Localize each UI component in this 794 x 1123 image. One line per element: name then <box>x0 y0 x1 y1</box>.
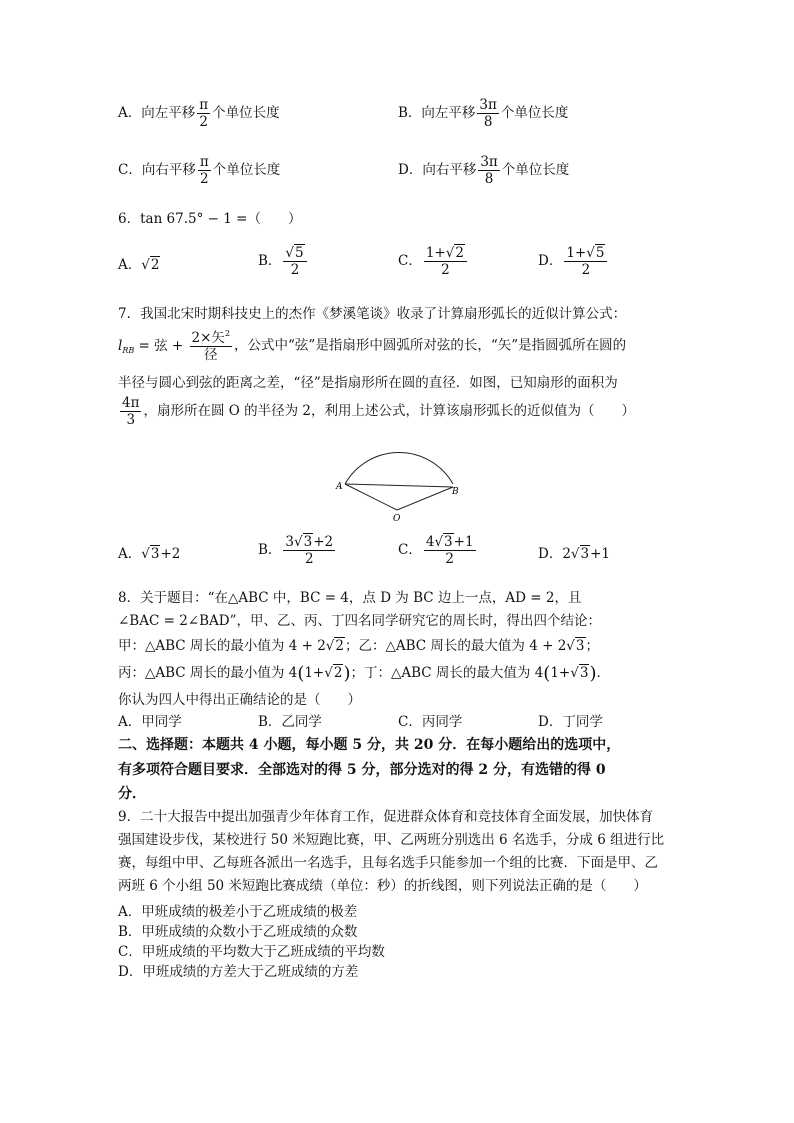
q7-area-den: 3 <box>126 412 136 429</box>
q8-ding-radicand: 3 <box>579 665 589 681</box>
q8-line3: 甲：△ABC 周长的最小值为 4 + 2√2；乙：△ABC 周长的最大值为 4 + 2√3； <box>118 638 599 654</box>
q7-formula <box>118 329 234 364</box>
q9-option-c[interactable]: C．甲班成绩的平均数大于乙班成绩的平均数 <box>118 944 385 960</box>
q7-b-label: B． <box>258 542 282 559</box>
q7-d-pre: 2 <box>562 546 571 562</box>
q8-jia-radicand: 2 <box>335 638 344 654</box>
q7-a-label: A． <box>118 546 142 562</box>
q7-d-label: D． <box>538 546 563 562</box>
q9-line3: 赛，每组中甲、乙每班各派出一名选手，且每名选手只能参加一个组的比赛．下面是甲、乙 <box>118 855 658 871</box>
q7-b-radicand: 3 <box>303 534 313 550</box>
q5-b-prefix: B．向左平移 <box>398 105 476 122</box>
q7-arc <box>345 452 453 484</box>
q8-ding-text: ；丁：△ABC 周长的最大值为 4 <box>350 665 544 681</box>
q6-b-den: 2 <box>290 262 300 279</box>
q7-c-den: 2 <box>445 551 454 568</box>
q5-option-c[interactable] <box>118 155 280 186</box>
q5-option-b[interactable] <box>398 98 568 129</box>
q8-bing-radicand: 2 <box>333 665 343 681</box>
q6-option-b[interactable] <box>258 246 309 277</box>
q5-b-fraction <box>477 98 498 129</box>
q7-d-radicand: 3 <box>580 546 590 562</box>
q8-ding-post: ． <box>596 665 610 681</box>
q5-d-num: 3π <box>480 154 498 170</box>
q8-option-d[interactable]: D．丁同学 <box>538 714 603 730</box>
q5-option-d[interactable] <box>398 155 569 186</box>
q7-formula-sub: RB <box>122 345 135 355</box>
q6-c-num: 1+√2 <box>424 246 467 262</box>
q6-c-fraction <box>424 246 467 277</box>
q7-a-post: +2 <box>160 546 181 562</box>
q7-a-radicand: 3 <box>150 546 160 562</box>
q6-d-num-pre: 1+ <box>566 245 587 261</box>
q8-option-a[interactable]: A．甲同学 <box>118 714 182 730</box>
q5-d-suffix: 个单位长度 <box>501 162 570 179</box>
q7-radius-oa <box>345 484 397 510</box>
q7-chord <box>345 484 453 487</box>
q7-b-den: 2 <box>304 551 314 568</box>
q5-d-den: 8 <box>484 171 494 188</box>
q7-option-b[interactable] <box>258 535 337 566</box>
q7-formula-sup: 2 <box>224 329 231 338</box>
q7-c-radicand: 3 <box>444 534 453 550</box>
q8-line1: 8．关于题目：“在△ABC 中，BC = 4，点 D 为 BC 边上一点，AD = 2，且 <box>118 590 582 606</box>
q8-line5: 你认为四人中得出正确结论的是（ ） <box>118 692 361 708</box>
q8-ding-inner: 1+ <box>550 665 571 681</box>
q7-label-a: A <box>336 482 343 492</box>
q5-a-suffix: 个单位长度 <box>212 105 280 122</box>
q8-yi-text: ；乙：△ABC 周长的最大值为 4 + 2 <box>345 638 567 654</box>
q5-c-suffix: 个单位长度 <box>212 162 281 179</box>
q7-radius-ob <box>397 487 453 510</box>
q7-formula-num-text: 2×矢 <box>191 330 225 346</box>
q7-b-post: +2 <box>313 534 334 550</box>
q7-c-label: C． <box>398 542 422 559</box>
q5-a-fraction <box>197 98 210 129</box>
q7-c-num: 4√3+1 <box>425 534 474 550</box>
q8-bing-inner: 1+ <box>304 665 325 681</box>
q7-line2-rest: ，公式中“弦”是指扇形中圆弧所对弦的长，“矢”是指圆弧所在圆的 <box>234 337 627 354</box>
q5-b-suffix: 个单位长度 <box>500 105 569 122</box>
q7-area-num: 4π <box>122 395 140 411</box>
q6-d-label: D． <box>538 253 563 270</box>
q5-c-prefix: C．向右平移 <box>118 162 196 179</box>
section2-heading-line1: 二、选择题：本题共 4 小题，每小题 5 分，共 20 分．在每小题给出的选项中， <box>118 737 621 753</box>
q6-c-label: C． <box>398 253 422 270</box>
q7-option-a[interactable]: A．√3+2 <box>118 546 181 562</box>
q5-d-prefix: D．向右平移 <box>398 162 477 179</box>
q8-line4: 丙：△ABC 周长的最小值为 4(1+√2)；丁：△ABC 周长的最大值为 4(1+√3)． <box>118 663 610 684</box>
q6-option-d[interactable] <box>538 246 609 277</box>
q7-line4-rest: ，扇形所在圆 O 的半径为 2，利用上述公式，计算该扇形弧长的近似值为（ ） <box>143 403 635 420</box>
q6-d-fraction <box>564 246 607 277</box>
q9-option-a[interactable]: A．甲班成绩的极差小于乙班成绩的极差 <box>118 904 358 920</box>
q9-option-d[interactable]: D．甲班成绩的方差大于乙班成绩的方差 <box>118 964 359 980</box>
q7-formula-num <box>190 330 233 347</box>
q7-label-o: O <box>393 514 401 524</box>
q8-option-c[interactable]: C．丙同学 <box>398 714 463 730</box>
q9-line2: 强国建设步伐，某校进行 50 米短跑比赛，甲、乙两班分别选出 6 名选手，分成 6 组进行比 <box>118 832 665 848</box>
q6-stem: 6．tan 67.5° − 1 =（ ） <box>118 211 302 227</box>
q7-formula-fraction <box>190 330 233 362</box>
q5-a-den: 2 <box>199 114 208 131</box>
q5-d-fraction <box>478 155 499 186</box>
q7-c-pre: 4 <box>425 534 435 550</box>
q5-c-den: 2 <box>199 171 209 188</box>
q5-c-num: π <box>199 154 209 170</box>
q6-c-den: 2 <box>441 262 450 279</box>
q8-yi-post: ； <box>585 638 599 654</box>
q6-c-num-pre: 1+ <box>425 245 446 261</box>
q9-line1: 9．二十大报告中提出加强青少年体育工作，促进群众体育和竞技体育全面发展，加快体育 <box>118 809 654 825</box>
q8-jia-text: 甲：△ABC 周长的最小值为 4 + 2 <box>118 638 326 654</box>
q9-option-b[interactable]: B．甲班成绩的众数小于乙班成绩的众数 <box>118 924 358 940</box>
q9-line4: 两班 6 个小组 50 米短跑比赛成绩（单位：秒）的折线图，则下列说法正确的是（ ） <box>118 878 647 894</box>
q7-sector-figure <box>332 446 466 524</box>
q6-b-num: √5 <box>283 246 306 262</box>
q7-c-post: +1 <box>453 534 474 550</box>
q7-b-num: 3√3+2 <box>285 534 334 550</box>
q7-line3: 半径与圆心到弦的距离之差，“径”是指扇形所在圆的直径．如图，已知扇形的面积为 <box>118 375 618 391</box>
q7-line1: 7．我国北宋时期科技史上的杰作《梦溪笔谈》收录了计算扇形弧长的近似计算公式： <box>118 306 627 322</box>
q6-a-label: A． <box>118 257 142 273</box>
q5-b-num: 3π <box>479 97 497 113</box>
q8-yi-radicand: 3 <box>575 638 585 654</box>
q6-d-radicand: 5 <box>595 245 605 261</box>
q6-option-a[interactable] <box>118 258 160 274</box>
q5-option-a[interactable] <box>118 98 280 129</box>
q8-line2: ∠BAC = 2∠BAD”，甲、乙、丙、丁四名同学研究它的周长时，得出四个结论： <box>118 613 601 629</box>
q6-c-radicand: 2 <box>455 245 464 261</box>
q7-option-d[interactable]: D．2√3+1 <box>538 546 611 562</box>
q6-d-num: 1+√5 <box>564 246 607 262</box>
q6-b-label: B． <box>258 253 282 270</box>
q6-option-c[interactable] <box>398 246 469 277</box>
q7-c-fraction <box>424 535 476 566</box>
q7-formula-den: 径 <box>204 347 218 364</box>
q7-area-fraction <box>120 396 141 427</box>
q8-option-b[interactable]: B．乙同学 <box>258 714 322 730</box>
q6-a-sqrt: √2 <box>141 257 160 273</box>
q5-c-fraction <box>198 155 211 186</box>
section2-heading-line3: 分． <box>118 786 146 802</box>
q7-b-fraction <box>283 535 335 566</box>
q7-d-post: +1 <box>590 546 611 562</box>
q8-bing-text: 丙：△ABC 周长的最小值为 4 <box>118 665 298 681</box>
q6-b-radicand: 5 <box>295 245 304 261</box>
q7-line4 <box>118 396 635 427</box>
q6-b-fraction <box>283 246 306 277</box>
q5-a-prefix: A．向左平移 <box>118 105 196 122</box>
q7-formula-eq: = 弦 + <box>134 337 188 354</box>
q6-d-den: 2 <box>581 262 591 279</box>
q6-a-radicand: 2 <box>150 257 160 273</box>
q7-label-b: B <box>452 487 459 497</box>
section2-heading-line2: 有多项符合题目要求．全部选对的得 5 分，部分选对的得 2 分，有选错的得 0 <box>118 762 606 778</box>
q7-line2 <box>118 330 626 362</box>
q7-b-pre: 3 <box>285 534 295 550</box>
q7-option-c[interactable] <box>398 535 478 566</box>
q7-formula-l: l <box>118 337 123 354</box>
q5-b-den: 8 <box>483 114 493 131</box>
q5-a-num: π <box>199 97 209 113</box>
